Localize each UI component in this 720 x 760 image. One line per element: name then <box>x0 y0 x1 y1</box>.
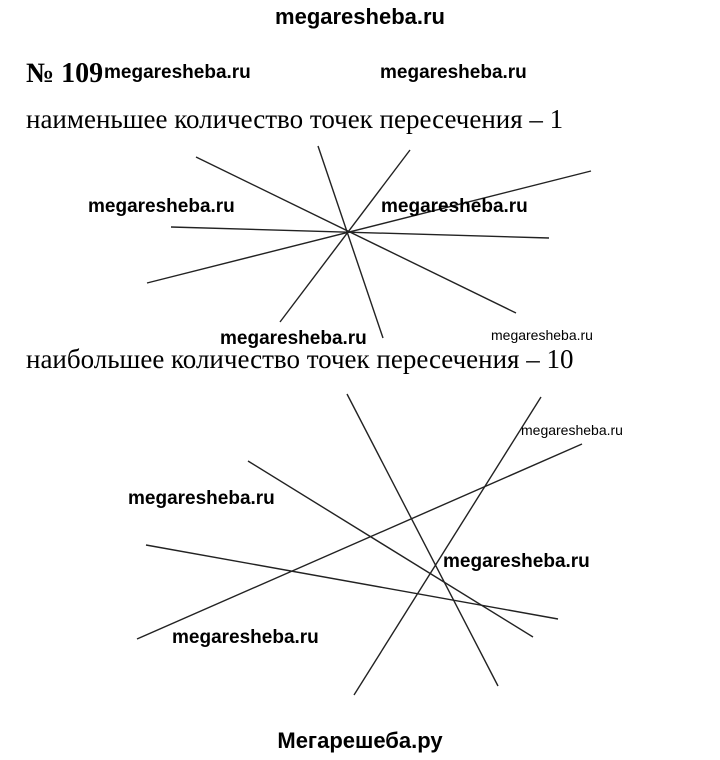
answer-max-intersections: наибольшее количество точек пересечения – 10 <box>26 344 574 374</box>
line-a <box>347 394 498 686</box>
watermark: megaresheba.ru <box>521 422 623 438</box>
line-b <box>354 397 541 695</box>
watermark: megaresheba.ru <box>88 196 235 217</box>
task-number: № 109 <box>26 58 104 89</box>
watermark: megaresheba.ru <box>220 328 367 349</box>
watermark: megaresheba.ru <box>381 196 528 217</box>
watermark: megaresheba.ru <box>172 627 319 648</box>
site-header: megaresheba.ru <box>275 4 445 29</box>
watermark: megaresheba.ru <box>491 327 593 343</box>
watermark: megaresheba.ru <box>380 62 527 83</box>
answer-min-intersections: наименьшее количество точек пересечения – 1 <box>26 104 564 134</box>
site-footer: Мегарешеба.ру <box>277 728 443 753</box>
watermark: megaresheba.ru <box>128 488 275 509</box>
line-c <box>137 444 582 639</box>
line-d <box>248 461 533 637</box>
watermark: megaresheba.ru <box>104 62 251 83</box>
watermark: megaresheba.ru <box>443 551 590 572</box>
